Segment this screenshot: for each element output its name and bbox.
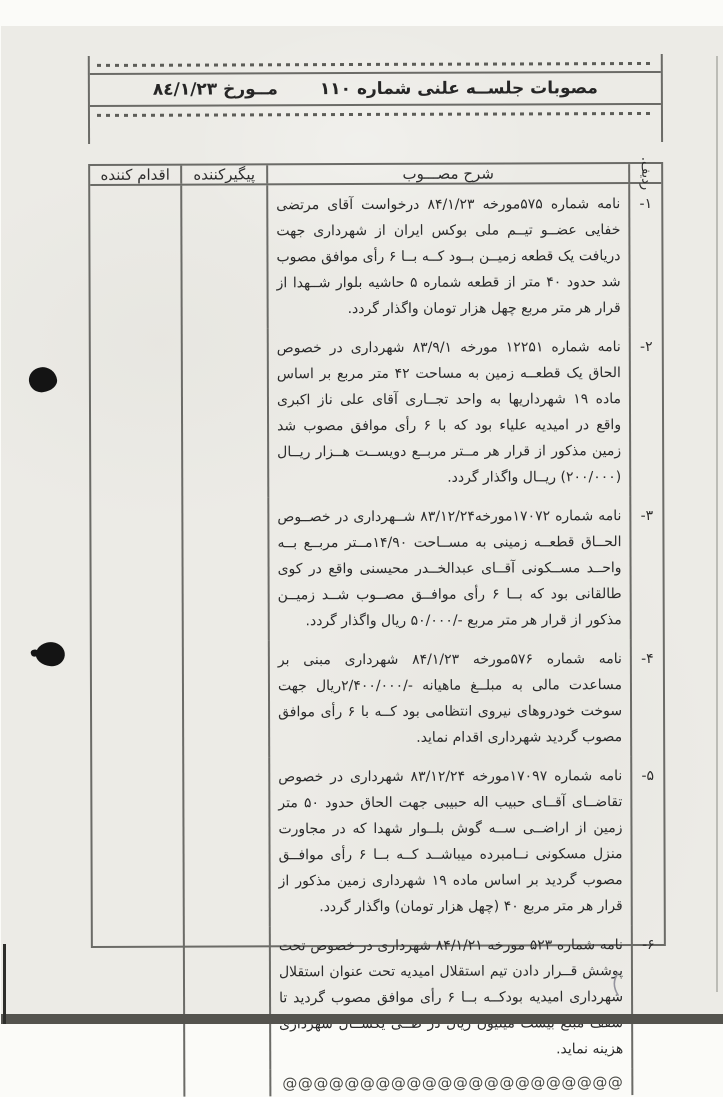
row-description: نامه شماره ۵۷۵مورخه ۸۴/۱/۲۳ درخواست آقای مرتضی خفایی عضــو تیــم ملی بوکس ایران از شهرداری جهت دریافت یک قطعه زمیــن بــود کــه بــا ۶ رأی موافق مصوب شد حدود ۴۰ متر از قطعه شماره ۵ حاشیه بلوار شــهدا از قرار هر متر مربع چهل هزار تومان واگذار گردد. [266, 184, 628, 328]
column-header-action: اقدام کننده [100, 165, 170, 184]
table-header-row [90, 156, 661, 190]
meeting-date: مــورخ ٨٤/١/٢٣ [152, 79, 278, 100]
header-box [88, 54, 663, 144]
action-column-body [90, 186, 183, 1097]
row-number: ۴- [630, 639, 663, 756]
row-number: ۱- [628, 184, 661, 327]
column-header-followup: پیگیرکننده [180, 165, 266, 183]
column-header-radif [628, 156, 661, 190]
hole-punch-mark-bottom [35, 641, 66, 668]
row-description: نامه شماره ۱۲۲۵۱ مورخه ۸۳/۹/۱ شهرداری در خصوص الحاق یک قطعــه زمین به مساحت ۴۲ متر مربع بر اساس ماده ۱۹ شهرداریها به واحد تجــاری آقای علی ناز اکبری واقع در امیدیه علیاء بود که با ۶ رأی موافق مصوب شد زمین مذکور از قرار هر مــتر مربــع دویســت هــزار ریــال (۲۰۰/۰۰۰) ریــال واگذار گردد. [267, 327, 630, 497]
footer-at-symbols: @@@@@@@@@@@@@@@@@@@@@@ [269, 1068, 631, 1096]
resolutions-table [88, 156, 666, 1093]
row-number-footer [631, 1068, 664, 1095]
scan-bottom-band [1, 1014, 723, 1024]
row-description: نامه شماره ۱۷۰۹۷مورخه ۸۳/۱۲/۲۴ شهرداری در خصوص تقاضــای آقــای حبیب اله حبیبی جهت الحاق حدود ۵۰ متر زمین از اراضــی ســه گوش بلــوار شهدا که در مجاورت منزل مسکونی نــامبرده میباشــد کــه بــا ۶ رأی موافــق مصوب گردید بر اساس ماده ۱۹ شهرداری زمین مذکور از قرار هر متر مربع ۴۰ (چهل هزار تومان) واگذار گردد. [268, 756, 631, 926]
table-body [90, 184, 664, 1097]
column-header-description: شرح مصـــوب [266, 164, 628, 183]
followup-column-body [180, 185, 269, 1096]
header-dashed-line-top [97, 62, 654, 67]
row-number: ۳- [629, 496, 662, 639]
row-description: نامه شماره ۵۲۳ مورخه ۸۴/۱/۲۱ شهرداری در خصوص تحت پوشش قــرار دادن تیم استقلال امیدیه تحت عنوان استقلال شهرداری امیدیه بودکــه بــا ۶ رأی موافق مصوب گردید تا یکســال شهرداری هزینه نماید. [269, 925, 631, 1069]
radif-label: ردیف. [638, 156, 654, 190]
hole-punch-mark-top [27, 365, 58, 394]
row-number: ۵- [630, 756, 664, 925]
header-title-band [90, 71, 661, 107]
meeting-title: مصوبات جلســه علنی شماره ۱۱۰ [319, 78, 598, 100]
header-dashed-line-bottom [97, 112, 654, 117]
row-number: ۶- [631, 925, 664, 1068]
row-description: نامه شماره ۵۷۶مورخه ۸۴/۱/۲۳ شهرداری مبنی بر مساعدت مالی به مبلــغ ماهیانه -/۲/۴۰۰/۰۰۰ریال جهت سوخت خودروهای نیروی انتظامی بود کــه با ۶ رأی موافق مصوب گردید شهرداری اقدام نماید. [268, 639, 630, 757]
row-number: ۲- [629, 327, 663, 496]
row-description: نامه شماره ۱۷۰۷۲مورخه۸۳/۱۲/۲۴ شــهرداری در خصــوص الحــاق قطعــه زمینی به مســاحت ۱۴/۹۰مــتر مربــع بــه واحــد مســکونی آقــای عبدالخــدر محیسنی واقع در کوی طالقانی بود که بــا ۶ رأی موافــق مصــوب شــد زمیــن مذکور از قرار هر متر مربع -/۵۰/۰۰۰ ریال واگذار گردد. [267, 496, 629, 640]
scan-left-edge [3, 944, 6, 1024]
handwritten-mark [606, 970, 622, 998]
scanned-page [1, 0, 723, 1093]
